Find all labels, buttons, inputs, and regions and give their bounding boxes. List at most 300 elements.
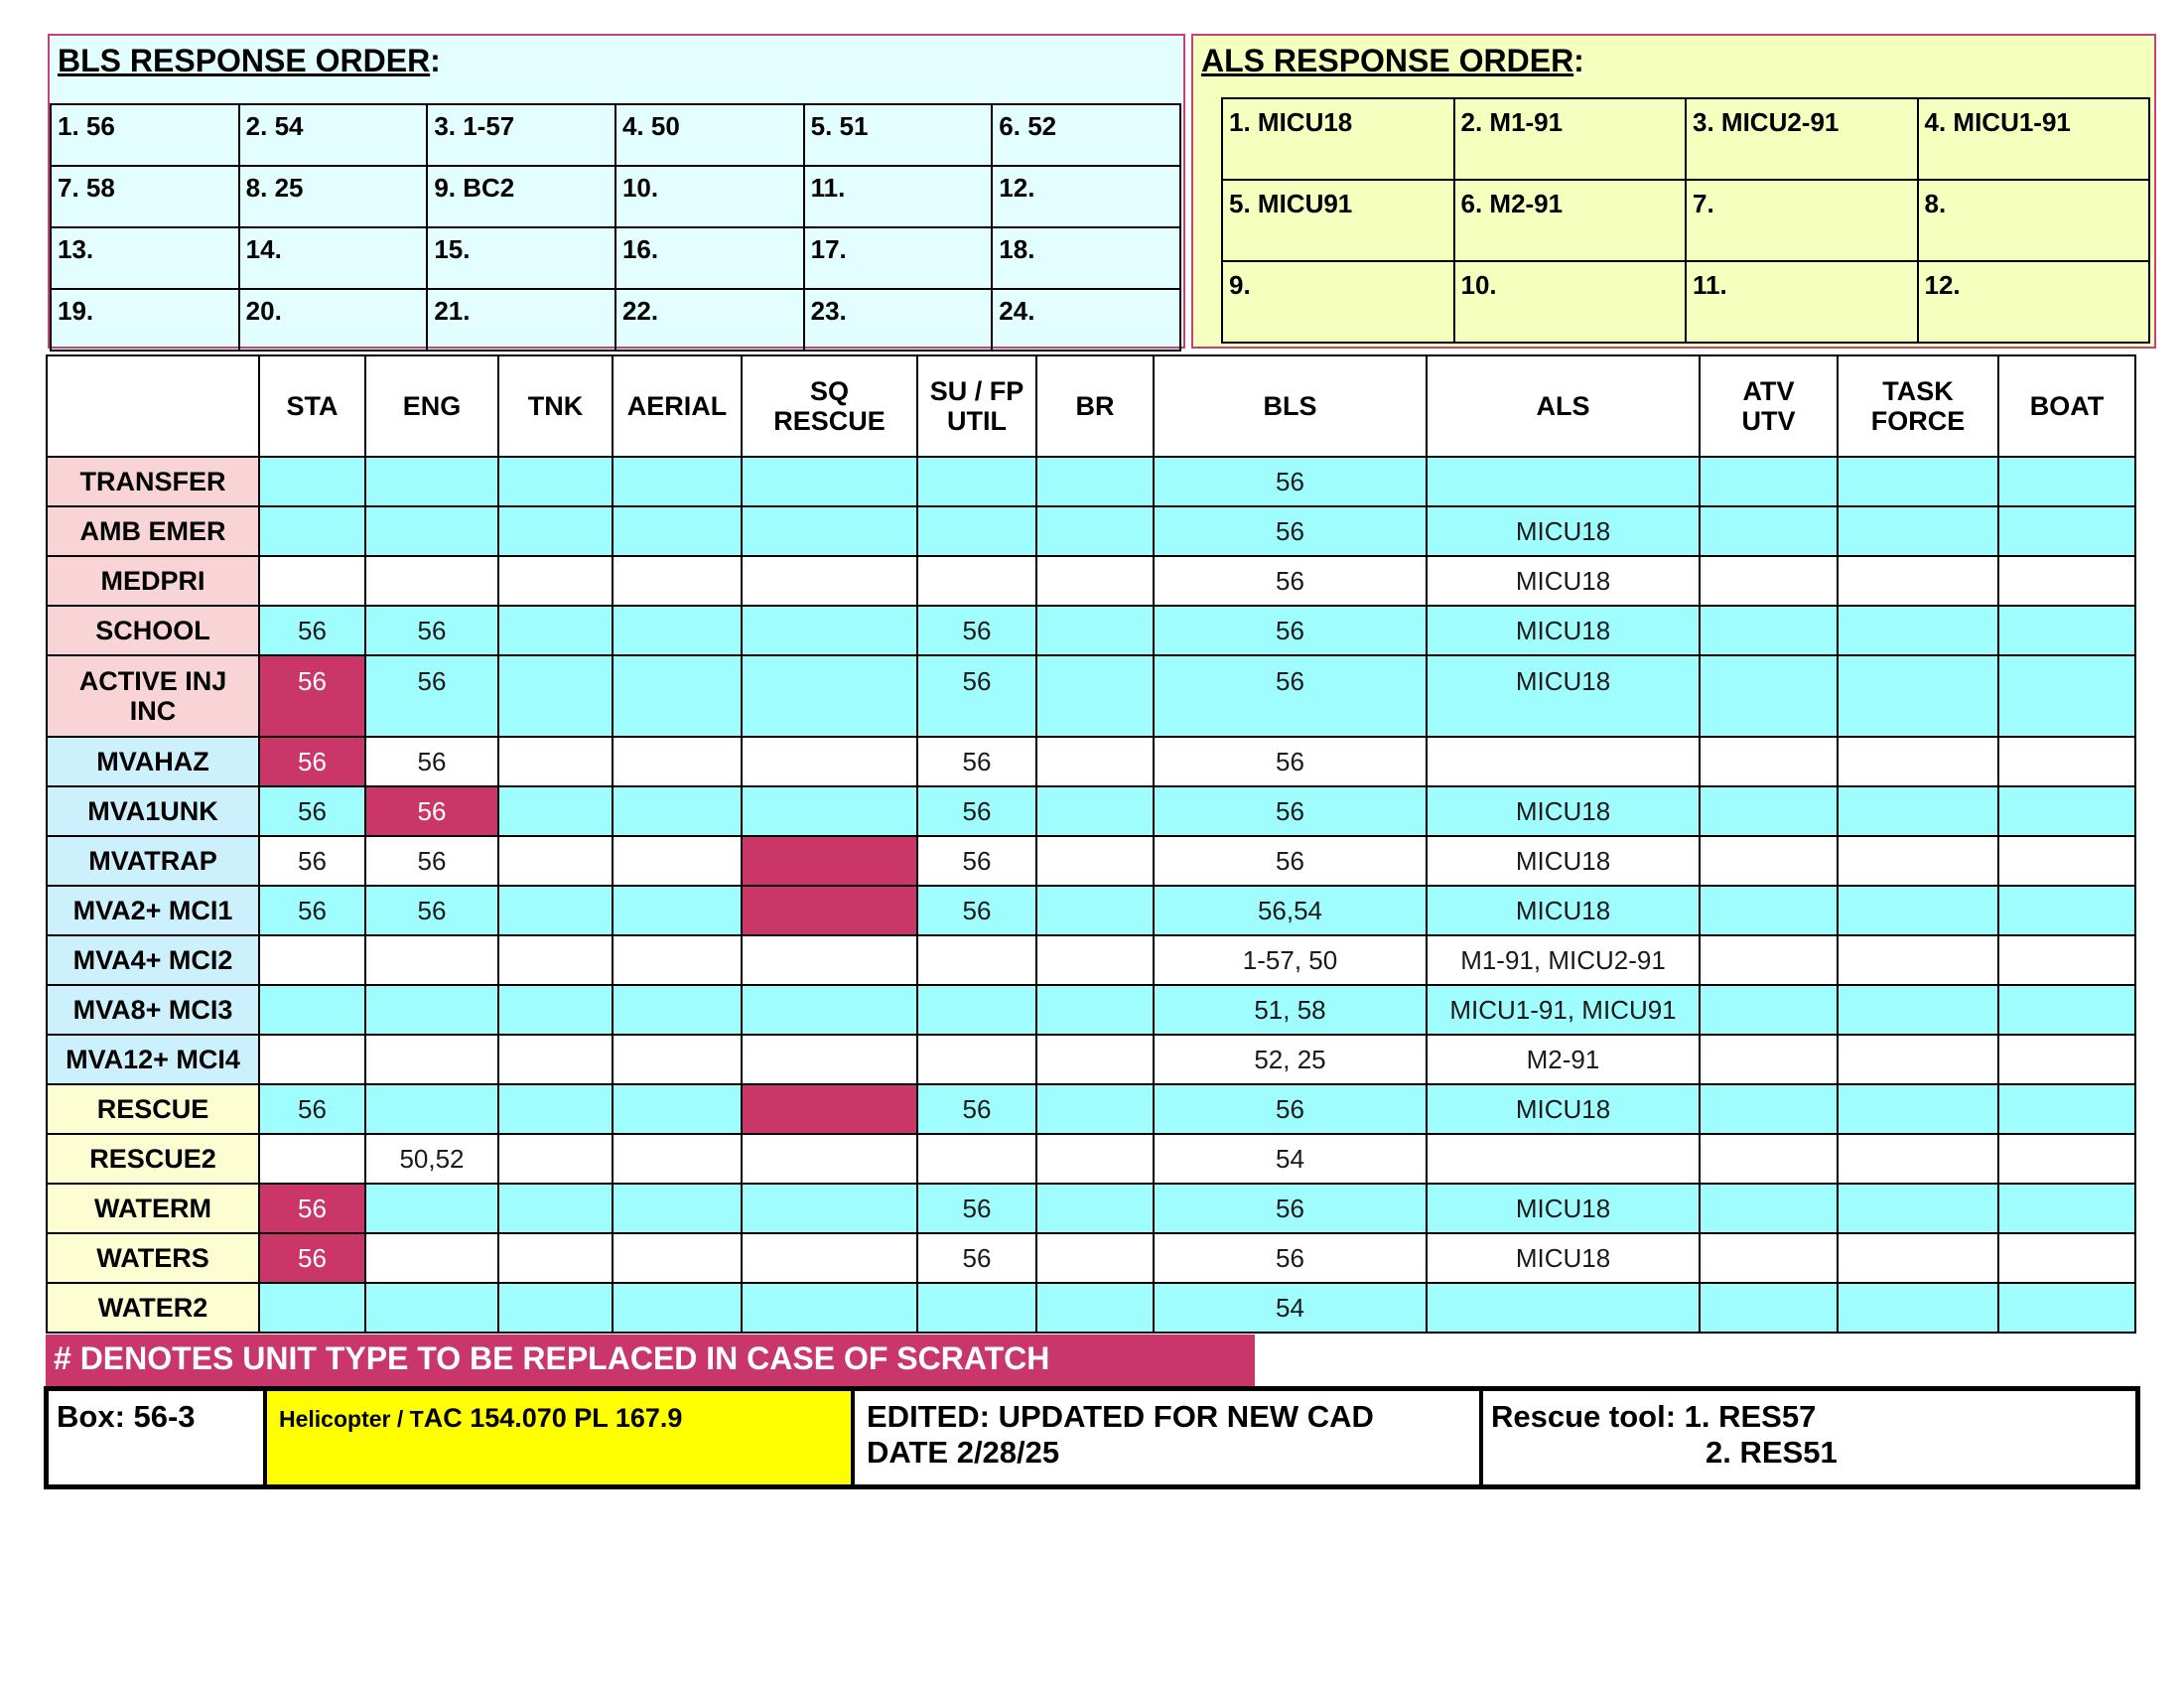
assignment-cell (1998, 935, 2135, 985)
assignment-cell: 56 (259, 836, 365, 886)
scratch-note-banner: # DENOTES UNIT TYPE TO BE REPLACED IN CASE OF SCRATCH (46, 1335, 1255, 1386)
assignment-cell (742, 786, 917, 836)
unit-type-header (1700, 355, 1838, 457)
assignment-cell (1838, 506, 1998, 556)
helicopter-channel: Helicopter / TAC 154.070 PL 167.9 (267, 1391, 855, 1484)
call-type-label-line: MVA2+ MCI1 (72, 896, 233, 925)
unit-type-header (613, 355, 742, 457)
assignment-cell (742, 1233, 917, 1283)
assignment-cell (365, 1084, 498, 1134)
als-order-grid (1221, 97, 2150, 344)
call-type-label (47, 1184, 259, 1233)
bls-order-entry: 21. (427, 289, 615, 351)
header-line: BR (1075, 391, 1115, 421)
scratch-replace-cell: 56 (259, 737, 365, 786)
bls-order-entry: 18. (992, 227, 1180, 289)
assignment-cell (498, 786, 613, 836)
assignment-cell (742, 606, 917, 655)
assignment-cell (1998, 655, 2135, 737)
assignment-cell (498, 935, 613, 985)
assignment-cell (742, 1134, 917, 1184)
assignment-cell: 56 (917, 737, 1036, 786)
assignment-cell (1700, 985, 1838, 1035)
assignment-cell: MICU18 (1427, 606, 1700, 655)
call-type-row (47, 655, 2135, 737)
assignment-cell (1036, 506, 1154, 556)
assignment-cell (1998, 1233, 2135, 1283)
assignment-cell: MICU18 (1427, 655, 1700, 737)
call-type-label-line: INC (129, 695, 177, 726)
assignment-cell (259, 1134, 365, 1184)
unit-type-header (1838, 355, 1998, 457)
call-type-row (47, 985, 2135, 1035)
assignment-cell (613, 935, 742, 985)
bls-order-entry: 9. BC2 (427, 166, 615, 227)
assignment-cell (1036, 935, 1154, 985)
response-grid (46, 354, 2136, 1334)
box-number: Box: 56-3 (49, 1391, 267, 1484)
assignment-cell (365, 1283, 498, 1333)
call-type-row (47, 1134, 2135, 1184)
call-type-row (47, 1035, 2135, 1084)
assignment-cell: 51, 58 (1154, 985, 1427, 1035)
assignment-cell (917, 1134, 1036, 1184)
assignment-cell (613, 886, 742, 935)
assignment-cell (1998, 886, 2135, 935)
call-type-label (47, 1084, 259, 1134)
call-type-label (47, 506, 259, 556)
assignment-cell (365, 457, 498, 506)
assignment-cell: 56 (1154, 1233, 1427, 1283)
assignment-cell (259, 457, 365, 506)
assignment-cell (1036, 606, 1154, 655)
assignment-cell: 56 (917, 1084, 1036, 1134)
assignment-cell (1427, 737, 1700, 786)
assignment-cell (1838, 556, 1998, 606)
als-response-order-panel (1191, 34, 2156, 349)
bls-order-entry: 8. 25 (239, 166, 428, 227)
assignment-cell (742, 985, 917, 1035)
assignment-cell (1036, 655, 1154, 737)
call-type-label-line: TRANSFER (79, 467, 226, 496)
assignment-cell: 56 (917, 886, 1036, 935)
assignment-cell (1036, 1084, 1154, 1134)
call-type-row (47, 886, 2135, 935)
assignment-cell (1427, 457, 1700, 506)
assignment-cell (1700, 457, 1838, 506)
bls-order-entry: 1. 56 (51, 104, 239, 166)
assignment-cell (1700, 506, 1838, 556)
assignment-cell: 56 (365, 655, 498, 737)
assignment-cell (917, 935, 1036, 985)
assignment-cell (498, 1283, 613, 1333)
assignment-cell (1838, 1184, 1998, 1233)
unit-type-header (917, 355, 1036, 457)
assignment-cell (498, 1084, 613, 1134)
assignment-cell (917, 457, 1036, 506)
call-type-label (47, 886, 259, 935)
assignment-cell (498, 737, 613, 786)
assignment-cell (498, 1134, 613, 1184)
als-order-entry: 2. M1-91 (1454, 98, 1687, 180)
als-order-entry: 4. MICU1-91 (1918, 98, 2150, 180)
assignment-cell (259, 985, 365, 1035)
assignment-cell (1838, 655, 1998, 737)
assignment-cell (742, 1283, 917, 1333)
bls-order-entry: 5. 51 (804, 104, 993, 166)
call-type-row (47, 737, 2135, 786)
assignment-cell: 56 (1154, 836, 1427, 886)
assignment-cell (498, 1035, 613, 1084)
call-type-label (47, 1233, 259, 1283)
scratch-replace-cell (742, 1084, 917, 1134)
assignment-cell (1036, 457, 1154, 506)
assignment-cell (1036, 1134, 1154, 1184)
als-order-row (1222, 98, 2149, 180)
assignment-cell: 56 (259, 786, 365, 836)
bls-order-entry: 13. (51, 227, 239, 289)
call-type-label-line: MVA12+ MCI4 (66, 1045, 240, 1074)
assignment-cell (1700, 886, 1838, 935)
assignment-cell: 56 (1154, 457, 1427, 506)
assignment-cell (365, 506, 498, 556)
assignment-cell: MICU18 (1427, 786, 1700, 836)
call-type-label-line: MVAHAZ (96, 747, 209, 776)
assignment-cell (498, 1184, 613, 1233)
header-line: UTV (1741, 406, 1796, 436)
assignment-cell (1036, 836, 1154, 886)
header-line: BOAT (2029, 391, 2105, 421)
assignment-cell (1700, 786, 1838, 836)
bls-order-entry: 24. (992, 289, 1180, 351)
scratch-replace-cell: 56 (259, 1233, 365, 1283)
call-type-label-line: MVATRAP (88, 846, 217, 876)
assignment-cell: MICU18 (1427, 836, 1700, 886)
als-order-entry: 3. MICU2-91 (1686, 98, 1918, 180)
assignment-cell (1998, 985, 2135, 1035)
assignment-cell: 56 (1154, 556, 1427, 606)
assignment-cell (613, 606, 742, 655)
assignment-cell (259, 1035, 365, 1084)
assignment-cell (498, 1233, 613, 1283)
assignment-cell (1700, 1134, 1838, 1184)
assignment-cell (365, 556, 498, 606)
assignment-cell (1700, 1184, 1838, 1233)
als-order-row (1222, 180, 2149, 261)
call-type-label (47, 836, 259, 886)
call-type-label-line: RESCUE (96, 1094, 209, 1124)
assignment-cell (1998, 606, 2135, 655)
assignment-cell (613, 1084, 742, 1134)
call-type-label (47, 655, 259, 737)
call-type-label-line: SCHOOL (95, 616, 210, 645)
footer-info-bar (44, 1386, 2140, 1489)
bls-order-row (51, 104, 1180, 166)
assignment-cell (1700, 655, 1838, 737)
assignment-cell: 56 (365, 836, 498, 886)
assignment-cell (1036, 737, 1154, 786)
assignment-cell: MICU1-91, MICU91 (1427, 985, 1700, 1035)
assignment-cell: 56 (1154, 1184, 1427, 1233)
assignment-cell (498, 985, 613, 1035)
als-order-entry: 8. (1918, 180, 2150, 261)
assignment-cell (1700, 1084, 1838, 1134)
assignment-cell: 56 (1154, 655, 1427, 737)
bls-order-entry: 11. (804, 166, 993, 227)
assignment-cell (1838, 786, 1998, 836)
assignment-cell (1700, 556, 1838, 606)
scratch-replace-cell: 56 (259, 655, 365, 737)
bls-order-entry: 2. 54 (239, 104, 428, 166)
call-type-row (47, 1283, 2135, 1333)
unit-type-header (1427, 355, 1700, 457)
assignment-cell (613, 836, 742, 886)
bls-order-row (51, 166, 1180, 227)
call-type-row (47, 556, 2135, 606)
call-type-row (47, 836, 2135, 886)
call-type-row (47, 1184, 2135, 1233)
unit-type-header (1036, 355, 1154, 457)
bls-order-entry: 15. (427, 227, 615, 289)
assignment-cell (917, 556, 1036, 606)
assignment-cell: 56 (917, 836, 1036, 886)
header-line: ENG (402, 391, 462, 421)
scratch-replace-cell (742, 886, 917, 935)
assignment-cell (613, 506, 742, 556)
assignment-cell (1838, 606, 1998, 655)
unit-type-header (1154, 355, 1427, 457)
bls-order-entry: 12. (992, 166, 1180, 227)
assignment-cell: 50,52 (365, 1134, 498, 1184)
assignment-cell (613, 1184, 742, 1233)
assignment-cell (365, 1035, 498, 1084)
assignment-cell (742, 556, 917, 606)
call-type-label (47, 1134, 259, 1184)
assignment-cell (498, 886, 613, 935)
header-line: SQ (809, 376, 849, 406)
unit-type-header (498, 355, 613, 457)
assignment-cell (1838, 836, 1998, 886)
assignment-cell (1998, 1084, 2135, 1134)
assignment-cell (1700, 1283, 1838, 1333)
assignment-cell: 54 (1154, 1134, 1427, 1184)
header-line: UTIL (947, 406, 1007, 436)
unit-type-header (1998, 355, 2135, 457)
als-order-entry: 5. MICU91 (1222, 180, 1454, 261)
assignment-cell (365, 985, 498, 1035)
assignment-cell (917, 1283, 1036, 1333)
als-order-row (1222, 261, 2149, 343)
assignment-cell (742, 655, 917, 737)
assignment-cell (259, 556, 365, 606)
assignment-cell: M1-91, MICU2-91 (1427, 935, 1700, 985)
assignment-cell (1838, 457, 1998, 506)
assignment-cell: 56 (1154, 737, 1427, 786)
assignment-cell: MICU18 (1427, 1184, 1700, 1233)
bls-order-entry: 7. 58 (51, 166, 239, 227)
assignment-cell: MICU18 (1427, 506, 1700, 556)
assignment-cell (1998, 1184, 2135, 1233)
scratch-replace-cell (742, 836, 917, 886)
call-type-label-line: MVA1UNK (87, 796, 218, 826)
assignment-cell (259, 506, 365, 556)
assignment-cell (1700, 606, 1838, 655)
assignment-cell (1998, 1035, 2135, 1084)
scratch-replace-cell: 56 (365, 786, 498, 836)
assignment-cell (498, 836, 613, 886)
assignment-cell (1036, 786, 1154, 836)
assignment-cell (1998, 786, 2135, 836)
assignment-cell (1427, 1134, 1700, 1184)
header-line: TNK (527, 391, 584, 421)
call-type-label-line: MEDPRI (100, 566, 205, 596)
assignment-cell: 56 (365, 886, 498, 935)
assignment-cell (1838, 935, 1998, 985)
call-type-label (47, 1035, 259, 1084)
call-type-row (47, 506, 2135, 556)
assignment-cell (365, 1184, 498, 1233)
assignment-cell (742, 1184, 917, 1233)
assignment-cell: 52, 25 (1154, 1035, 1427, 1084)
call-type-label-line: MVA4+ MCI2 (72, 945, 233, 975)
assignment-cell: 56 (917, 606, 1036, 655)
assignment-cell (1036, 556, 1154, 606)
assignment-cell (1838, 1035, 1998, 1084)
header-line: TASK (1882, 376, 1954, 406)
bls-order-entry: 16. (615, 227, 804, 289)
bls-order-entry: 14. (239, 227, 428, 289)
assignment-cell: MICU18 (1427, 886, 1700, 935)
call-type-label-line: WATERM (94, 1194, 211, 1223)
call-type-label (47, 786, 259, 836)
als-order-entry: 9. (1222, 261, 1454, 343)
assignment-cell: MICU18 (1427, 556, 1700, 606)
call-type-row (47, 606, 2135, 655)
header-line: ALS (1536, 391, 1590, 421)
assignment-cell (1036, 985, 1154, 1035)
assignment-cell (1838, 985, 1998, 1035)
header-line: SU / FP (929, 376, 1024, 406)
header-line: STA (286, 391, 339, 421)
header-line: AERIAL (626, 391, 728, 421)
call-type-label-line: RESCUE2 (89, 1144, 216, 1174)
assignment-cell (498, 556, 613, 606)
assignment-cell (917, 506, 1036, 556)
call-type-label (47, 1283, 259, 1333)
call-type-label (47, 985, 259, 1035)
call-type-row (47, 457, 2135, 506)
assignment-cell (613, 655, 742, 737)
call-type-label (47, 737, 259, 786)
assignment-cell (613, 1283, 742, 1333)
assignment-cell (259, 1283, 365, 1333)
assignment-cell (613, 1233, 742, 1283)
assignment-cell (613, 737, 742, 786)
assignment-cell (1998, 1283, 2135, 1333)
bls-order-title: BLS RESPONSE ORDER: (58, 43, 441, 78)
assignment-cell (917, 1035, 1036, 1084)
grid-header-row (47, 355, 2135, 457)
bls-order-entry: 6. 52 (992, 104, 1180, 166)
assignment-cell (613, 1134, 742, 1184)
call-type-label (47, 556, 259, 606)
assignment-cell (1838, 1084, 1998, 1134)
call-type-row (47, 1084, 2135, 1134)
assignment-cell (1838, 886, 1998, 935)
bls-order-entry: 17. (804, 227, 993, 289)
assignment-cell (1998, 556, 2135, 606)
assignment-cell (1700, 1233, 1838, 1283)
assignment-cell (917, 985, 1036, 1035)
als-order-entry: 10. (1454, 261, 1687, 343)
assignment-cell (1036, 1035, 1154, 1084)
assignment-cell (1998, 1134, 2135, 1184)
assignment-cell (742, 506, 917, 556)
assignment-cell: 56 (917, 1184, 1036, 1233)
call-type-label-line: WATER2 (97, 1293, 208, 1323)
assignment-cell (1998, 737, 2135, 786)
call-type-label (47, 457, 259, 506)
call-type-header (47, 355, 259, 457)
assignment-cell: 56 (1154, 1084, 1427, 1134)
assignment-cell (1700, 935, 1838, 985)
assignment-cell: MICU18 (1427, 1084, 1700, 1134)
assignment-cell (1700, 737, 1838, 786)
unit-type-header (259, 355, 365, 457)
bls-order-entry: 20. (239, 289, 428, 351)
rescue-tool-list: Rescue tool: 1. RES57 2. RES51 (1491, 1399, 1838, 1470)
assignment-cell (1838, 1283, 1998, 1333)
assignment-cell (1036, 1184, 1154, 1233)
bls-response-order-panel (48, 34, 1185, 349)
assignment-cell (1036, 1233, 1154, 1283)
bls-order-entry: 10. (615, 166, 804, 227)
assignment-cell: 1-57, 50 (1154, 935, 1427, 985)
call-type-label (47, 606, 259, 655)
assignment-cell (1838, 1233, 1998, 1283)
bls-order-row (51, 289, 1180, 351)
als-order-entry: 11. (1686, 261, 1918, 343)
assignment-cell: 56 (1154, 606, 1427, 655)
assignment-cell (365, 1233, 498, 1283)
bls-order-entry: 23. (804, 289, 993, 351)
assignment-cell: 54 (1154, 1283, 1427, 1333)
assignment-cell: 56 (917, 786, 1036, 836)
call-type-label-line: AMB EMER (79, 516, 226, 546)
assignment-cell (1427, 1283, 1700, 1333)
header-line: RESCUE (773, 406, 886, 436)
call-type-row (47, 935, 2135, 985)
als-order-title: ALS RESPONSE ORDER: (1201, 43, 1584, 78)
call-type-label-line: WATERS (96, 1243, 209, 1273)
scratch-replace-cell: 56 (259, 1184, 365, 1233)
call-type-row (47, 786, 2135, 836)
assignment-cell (1998, 836, 2135, 886)
assignment-cell (1700, 1035, 1838, 1084)
als-order-entry: 6. M2-91 (1454, 180, 1687, 261)
als-order-entry: 1. MICU18 (1222, 98, 1454, 180)
assignment-cell (742, 737, 917, 786)
call-type-label-line: MVA8+ MCI3 (72, 995, 233, 1025)
assignment-cell (1838, 1134, 1998, 1184)
assignment-cell (613, 985, 742, 1035)
assignment-cell (498, 606, 613, 655)
assignment-cell (498, 655, 613, 737)
assignment-cell (742, 1035, 917, 1084)
call-type-label (47, 935, 259, 985)
call-type-row (47, 1233, 2135, 1283)
assignment-cell (613, 1035, 742, 1084)
